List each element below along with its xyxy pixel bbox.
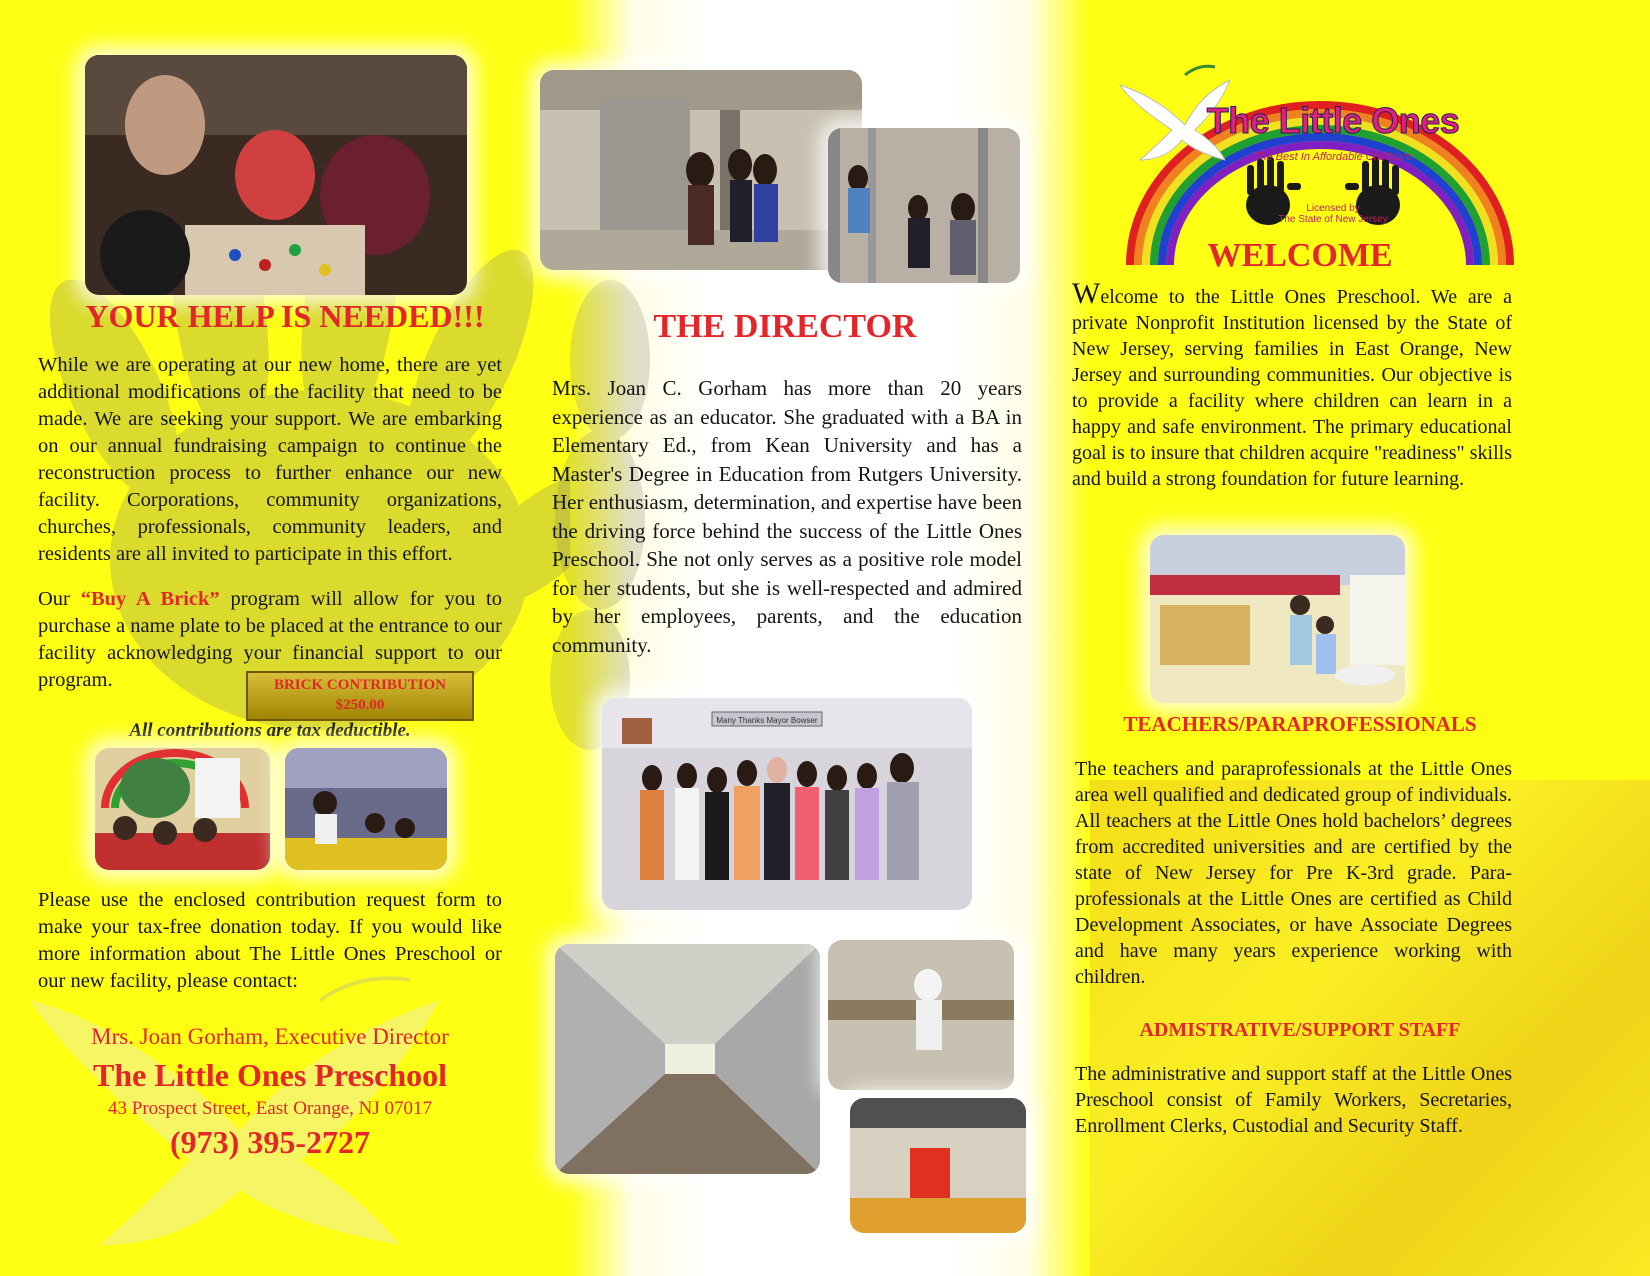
brick-text: program will allow for you to purchase a name plate to be placed at the entrance to our facility acknowledging your financial support to our program. [38, 588, 502, 691]
logo-license-line2: The State of New Jersey [1278, 214, 1388, 225]
teachers-heading: TEACHERS/PARAPROFESSIONALS [1123, 712, 1477, 736]
logo-license-line1: Licensed by [1306, 203, 1360, 214]
logo-license [1168, 203, 1498, 225]
contact-name: Mrs. Joan Gorham, Executive Director [91, 1024, 449, 1049]
reading-circle-photo [95, 748, 270, 870]
director-heading: THE DIRECTOR [653, 308, 917, 345]
director-bio-text: Mrs. Joan C. Gorham has more than 20 years experience as an educator. She graduated with a BA in Elementary Ed., from Kean University and has a Master's Degree in Education from Rutgers University. Her enthusiasm, determination, and expertise have been the driving force behind the success of the Little Ones Preschool. She not only serves as a positive role model for her students, but she is well-respected and admired by her employees, parents, and the education community. [552, 376, 1022, 657]
plaque-amount: $250.00 [335, 697, 385, 713]
middle-panel [552, 0, 1090, 1276]
group-photo-banner: Many Thanks Mayor Bowser [716, 716, 818, 725]
welcome-drop-cap: W [1072, 277, 1101, 310]
buy-a-brick-label: “Buy A Brick” [80, 588, 220, 610]
staff-group-photo [602, 698, 972, 910]
hallway-construction-photo [555, 944, 820, 1174]
brick-contribution-plaque [246, 671, 474, 721]
brick-prefix: Our [38, 588, 81, 610]
contact-phone: (973) 395-2727 [170, 1124, 370, 1160]
teachers-text: The teachers and paraprofessionals at the Little Ones area well qualified and dedicated group of individuals. All teachers at the Little Ones hold bachelors’ degrees from accredited universities and are certified by the state of New Jersey for Pre K-3rd grade. Para-professionals at the Little Ones are certified as Child Development Associates, or have Associate Degrees and have many years experience working with children. [1075, 758, 1512, 988]
construction-site-photo-1 [540, 70, 862, 270]
admin-staff-heading: ADMISTRATIVE/SUPPORT STAFF [1139, 1019, 1461, 1041]
plaque-label: BRICK CONTRIBUTION [273, 677, 447, 693]
preschool-playroom-photo [1150, 535, 1405, 703]
logo-title: The Little Ones [1206, 100, 1460, 141]
little-ones-logo [1110, 55, 1530, 265]
right-panel [1072, 0, 1650, 1276]
admin-staff-text: The administrative and support staff at the Little Ones Preschool consist of Family Workers, Secretaries, Enrollment Clerks, Custodial and Security Staff. [1075, 1063, 1512, 1137]
contact-address: 43 Prospect Street, East Orange, NJ 07017 [108, 1098, 432, 1119]
logo-tagline: The Best In Affordable Childcare [1253, 151, 1413, 163]
contact-organization: The Little Ones Preschool [92, 1057, 448, 1093]
welcome-text [1072, 277, 1512, 492]
contribution-closing-text: Please use the enclosed contribution request form to make your tax-free donation today. If you would like more information about The Little Ones Preschool or our new facility, please contact: [38, 889, 502, 992]
welcome-body: elcome to the Little Ones Preschool. We are a private Nonprofit Institution licensed by the State of New Jersey, serving families in East Orange, New Jersey and surrounding communities. Our objective is to provide a facility where children can learn in a happy and safe environment. The primary educational goal is to insure that children acquire "readiness" skills and build a strong foundation for future learning. [1072, 286, 1512, 490]
new-room-photo [850, 1098, 1026, 1233]
construction-site-photo-2 [828, 128, 1020, 283]
classroom-activity-photo [285, 748, 447, 870]
tax-deductible-note: All contributions are tax deductible. [129, 720, 411, 741]
fundraising-intro-text: While we are operating at our new home, there are yet additional modifications of the facility that need to be made. We are seeking your support. We are embarking on our annual fundraising campaign to continue the reconstruction process to further enhance our new facility. Corporations, community organizations, churches, professionals, community leaders, and residents are all invited to participate in this effort. [38, 354, 502, 565]
classroom-photo [85, 55, 467, 295]
help-needed-heading: YOUR HELP IS NEEDED!!! [85, 298, 485, 334]
welcome-heading: WELCOME [1207, 237, 1393, 274]
left-panel [0, 0, 570, 1276]
ceiling-worker-photo [828, 940, 1014, 1090]
